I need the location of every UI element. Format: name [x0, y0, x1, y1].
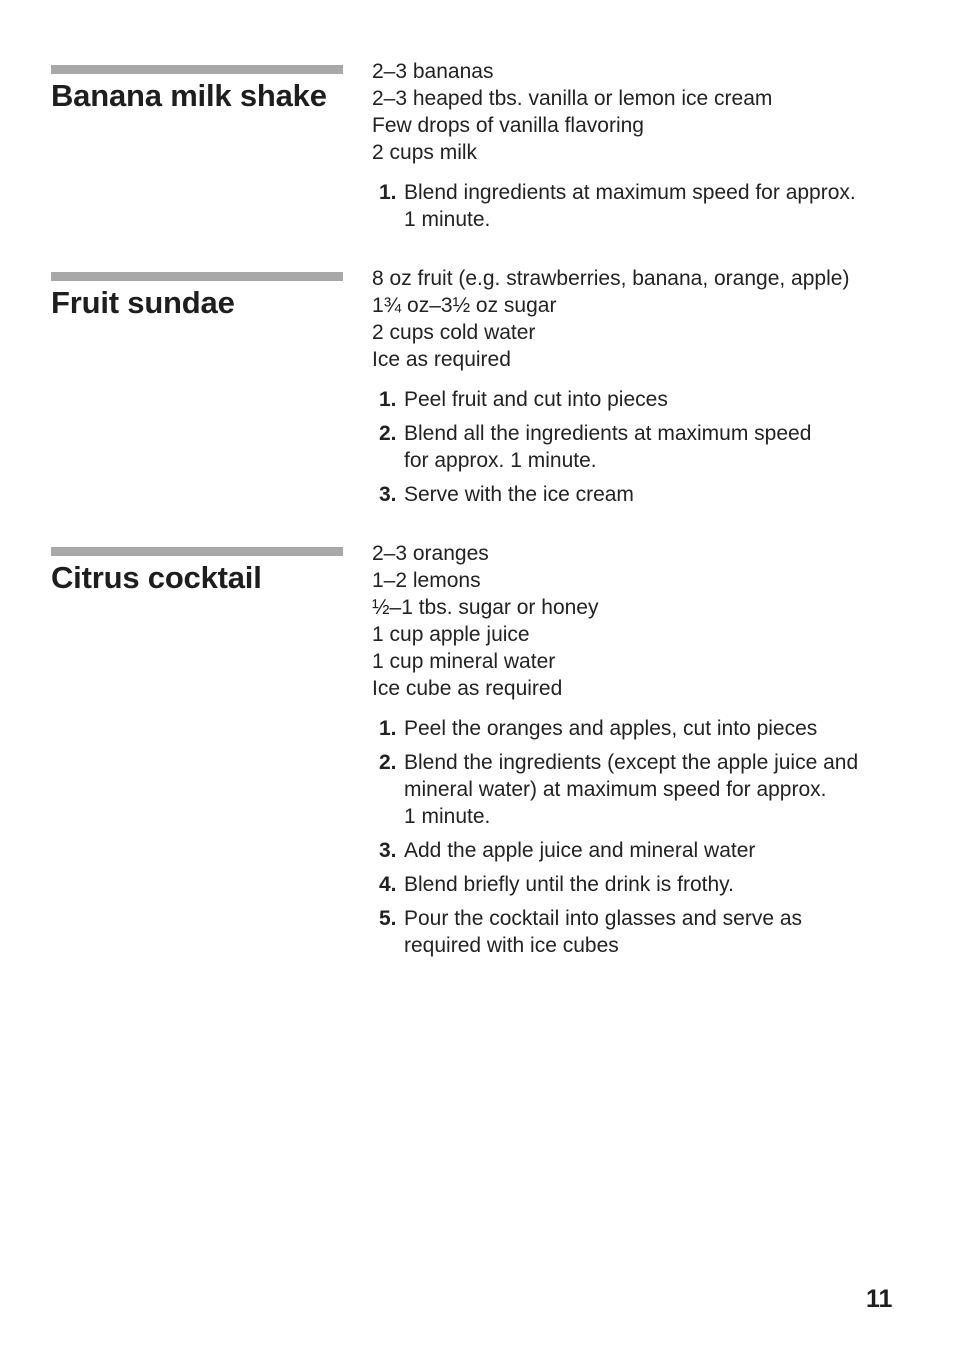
step-text-line: Blend the ingredients (except the apple juice and [404, 751, 859, 774]
step-item [372, 420, 902, 474]
step-number: 1. [379, 717, 397, 740]
recipe-title: Citrus cocktail [51, 560, 262, 595]
ingredient-item: 2 cups cold water [372, 321, 536, 344]
ingredient-item: 1¾ oz–3½ oz sugar [372, 294, 557, 317]
recipe-content [372, 58, 902, 240]
step-number: 1. [379, 181, 397, 204]
step-list [372, 386, 902, 508]
ingredient-item: 1 cup apple juice [372, 623, 530, 646]
step-text-line: 1 minute. [404, 208, 491, 231]
recipe-content [372, 540, 902, 966]
ingredient-item: 2 cups milk [372, 141, 478, 164]
step-item [372, 386, 902, 413]
step-list [372, 179, 902, 233]
ingredient-item: 2–3 oranges [372, 542, 489, 565]
recipe-title: Fruit sundae [51, 285, 235, 320]
ingredient-item: Ice as required [372, 348, 511, 371]
step-number: 2. [379, 751, 397, 774]
step-item [372, 837, 902, 864]
step-text-line: Blend all the ingredients at maximum speed [404, 422, 812, 445]
step-list [372, 715, 902, 959]
section-rule [51, 272, 343, 281]
ingredient-item: 8 oz fruit (e.g. strawberries, banana, orange, apple) [372, 267, 850, 290]
ingredient-item: 2–3 bananas [372, 60, 494, 83]
step-item [372, 715, 902, 742]
step-number: 3. [379, 839, 397, 862]
section-rule [51, 65, 343, 74]
ingredient-item: Few drops of vanilla flavoring [372, 114, 644, 137]
step-text-line: required with ice cubes [404, 934, 619, 957]
section-rule [51, 547, 343, 556]
ingredient-list [372, 58, 902, 166]
step-item [372, 179, 902, 233]
step-number: 2. [379, 422, 397, 445]
ingredient-list [372, 540, 902, 702]
step-text-line: for approx. 1 minute. [404, 449, 597, 472]
step-text-line: Pour the cocktail into glasses and serve as [404, 907, 803, 930]
ingredient-item: 2–3 heaped tbs. vanilla or lemon ice cream [372, 87, 773, 110]
step-text-line: mineral water) at maximum speed for approx. [404, 778, 827, 801]
step-number: 4. [379, 873, 397, 896]
step-text-line: Add the apple juice and mineral water [404, 839, 756, 862]
page-number: 11 [866, 1285, 893, 1313]
ingredient-item: Ice cube as required [372, 677, 563, 700]
ingredient-item: 1 cup mineral water [372, 650, 556, 673]
step-item [372, 481, 902, 508]
ingredient-item: ½–1 tbs. sugar or honey [372, 596, 599, 619]
recipe-content [372, 265, 902, 515]
step-number: 1. [379, 388, 397, 411]
recipe-title: Banana milk shake [51, 78, 327, 113]
step-text-line: Serve with the ice cream [404, 483, 634, 506]
step-text-line: Peel the oranges and apples, cut into pieces [404, 717, 818, 740]
step-item [372, 871, 902, 898]
step-text-line: 1 minute. [404, 805, 491, 828]
step-text-line: Peel fruit and cut into pieces [404, 388, 668, 411]
step-number: 5. [379, 907, 397, 930]
step-item [372, 749, 902, 830]
step-text-line: Blend briefly until the drink is frothy. [404, 873, 734, 896]
step-item [372, 905, 902, 959]
ingredient-item: 1–2 lemons [372, 569, 481, 592]
step-text-line: Blend ingredients at maximum speed for approx. [404, 181, 856, 204]
step-number: 3. [379, 483, 397, 506]
ingredient-list [372, 265, 902, 373]
